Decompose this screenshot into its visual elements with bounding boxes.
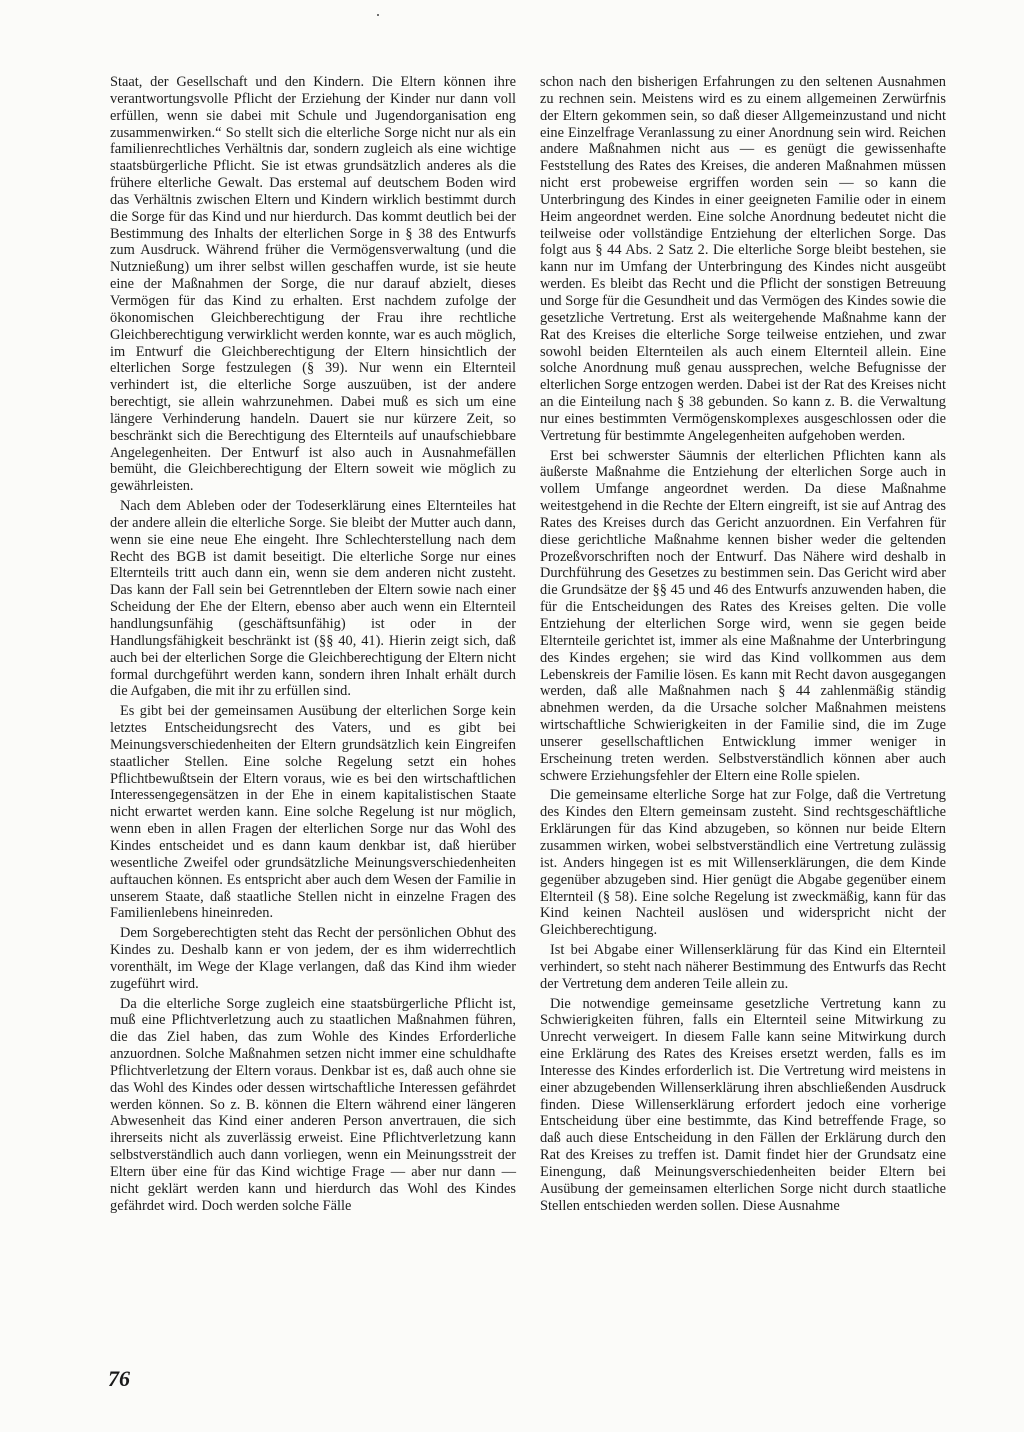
paragraph: Die gemeinsame elterliche Sorge hat zur Folge, daß die Vertretung des Kindes den Eltern gemeinsam zusteht. Sind rechtsgeschäftliche Erklärungen für das Kind abzugeben, so können nur beide Eltern zusammen wirken, wobei selbstverständlich eine Vertretung zulässig ist. Anders hingegen ist es mit Willenserklärungen, die dem Kinde gegenüber abzugeben sind. Hier genügt die Abgabe gegenüber einem Elternteil (§ 58). Eine solche Regelung ist zweckmäßig, kann für das Kind keinen Nachteil auslösen und widerspricht nicht der Gleichberechtigung.	[540, 787, 946, 939]
page-number: 76	[108, 1366, 130, 1391]
paragraph: Nach dem Ableben oder der Todeserklärung eines Elternteiles hat der andere allein die elterliche Sorge. Sie bleibt der Mutter auch dann, wenn sie eine neue Ehe eingeht. Ihre Schlechterstellung nach dem Recht des BGB ist damit beseitigt. Die elterliche Sorge nur eines Elternteils tritt auch dann ein, wenn sie dem anderen nicht zusteht. Das kann der Fall sein bei Getrenntleben der Eltern sowie nach einer Scheidung der Ehe der Eltern, ebenso aber auch wenn ein Elternteil handlungsunfähig (geschäftsunfähig) ist oder in der Handlungsfähigkeit beschränkt ist (§§ 40, 41). Hierin zeigt sich, daß auch bei der elterlichen Sorge die Gleichberechtigung der Eltern nicht formal durchgeführt werden kann, sondern ihren Inhalt erhält durch die Aufgaben, die mit ihr zu erfüllen sind.	[110, 498, 516, 700]
paragraph: Ist bei Abgabe einer Willenserklärung für das Kind ein Elternteil verhindert, so steht nach näherer Bestimmung des Entwurfs das Recht der Vertretung dem anderen Teile allein zu.	[540, 942, 946, 992]
paragraph: Da die elterliche Sorge zugleich eine staatsbürgerliche Pflicht ist, muß eine Pflichtverletzung auch zu staatlichen Maßnahmen führen, die das Ziel haben, das zum Wohle des Kindes Erforderliche anzuordnen. Solche Maßnahmen setzen nicht immer eine schuldhafte Pflichtverletzung der Eltern voraus. Denkbar ist es, daß auch ohne sie das Wohl des Kindes oder dessen wirtschaftliche Interessen gefährdet werden können. So z. B. können die Eltern während einer längeren Abwesenheit das Kind einer anderen Person anvertrauen, die sich ihrerseits nicht als zuverlässig erweist. Eine Pflichtverletzung kann selbstverständlich auch dann vorliegen, wenn ein Meinungsstreit der Eltern über eine für das Kind wichtige Frage — aber nur dann — nicht geklärt werden kann und hierdurch das Wohl des Kindes gefährdet wird. Doch werden solche Fälle	[110, 995, 516, 1214]
paragraph: Dem Sorgeberechtigten steht das Recht der persönlichen Obhut des Kindes zu. Deshalb kann er von jedem, der es ihm widerrechtlich vorenthält, im Wege der Klage verlangen, daß das Kind ihm wieder zugeführt wird.	[110, 925, 516, 992]
left-text-column	[110, 74, 516, 1218]
paragraph: Es gibt bei der gemeinsamen Ausübung der elterlichen Sorge kein letztes Entscheidungsrecht des Vaters, und es gibt bei Meinungsverschiedenheiten der Eltern grundsätzlich kein Eingreifen staatlicher Stellen. Eine solche Regelung setzt ein hohes Pflichtbewußtsein der Eltern voraus, wie es bei den wirtschaftlichen Interessengegensätzen in der Ehe in einem kapitalistischen Staate nicht erwartet werden kann. Eine solche Regelung ist nur möglich, wenn eben in allen Fragen der elterlichen Sorge nur das Wohl des Kindes entscheidet und es dann kaum denkbar ist, daß hierüber wesentliche Zweifel oder grundsätzliche Meinungsverschiedenheiten auftauchen können. Es entspricht aber auch dem Wesen der Familie in unserem Staate, daß staatliche Stellen nicht in einzelne Fragen des Familienlebens hineinreden.	[110, 703, 516, 922]
paragraph: Die notwendige gemeinsame gesetzliche Vertretung kann zu Schwierigkeiten führen, falls ein Elternteil seine Mitwirkung zu Unrecht verweigert. In diesem Falle kann seine Mitwirkung durch eine Erklärung des Rates des Kreises ersetzt werden, falls es im Interesse des Kindes erforderlich ist. Die Vertretung wird meistens in einer abzugebenden Willenserklärung ihren abschließenden Ausdruck finden. Diese Willenserklärung erfordert jedoch eine vorherige Entscheidung über eine bestimmte, das Kind betreffende Frage, so daß auch diese Entscheidung in den Fällen der Erklärung durch den Rat des Kreises zu treffen ist. Damit findet hier der Grundsatz eine Einengung, daß Meinungsverschiedenheiten beider Eltern bei Ausübung der gemeinsamen elterlichen Sorge nicht durch staatliche Stellen entschieden werden sollen. Diese Ausnahme	[540, 995, 946, 1214]
print-speck	[377, 14, 379, 16]
right-text-column	[540, 74, 946, 1218]
paragraph: Staat, der Gesellschaft und den Kindern. Die Eltern können ihre verantwortungsvolle Pflicht der Erziehung der Kinder nur dann voll erfüllen, wenn sie dabei mit Schule und Jugendorganisation eng zusammenwirken.“ So stellt sich die elterliche Sorge nicht nur als ein familienrechtliches Verhältnis dar, sondern zugleich als eine wichtige staatsbürgerliche Pflicht. Sie ist etwas grundsätzlich anderes als die frühere elterliche Gewalt. Das erstemal auf deutschem Boden wird das Verhältnis zwischen Eltern und Kindern wirklich bestimmt durch die Sorge für das Kind und nur hierdurch. Das kommt deutlich bei der Bestimmung des Inhalts der elterlichen Sorge in § 38 des Entwurfs zum Ausdruck. Während früher die Vermögensverwaltung (und die Nutznießung) um ihrer selbst willen geschaffen wurde, ist sie heute eine der Maßnahmen der Sorge, die nur darauf abzielt, dieses Vermögen für das Kind zu erhalten. Erst nachdem zufolge der ökonomischen Gleichberechtigung der Frau ihre rechtliche Gleichberechtigung verwirklicht werden konnte, war es auch möglich, im Entwurf die Gleichberechtigung der Eltern hinsichtlich der elterlichen Sorge festzulegen (§ 39). Nur wenn ein Elternteil verhindert ist, die elterliche Sorge auszuüben, ist der andere berechtigt, sie allein wahrzunehmen. Dabei muß es sich um eine längere Verhinderung handeln. Dauert sie nur kürzere Zeit, so beschränkt sich die Berechtigung des Elternteils auf unaufschiebbare Angelegenheiten. Der Entwurf ist also auch in Ausnahmefällen bemüht, die Gleichberechtigung der Eltern soweit wie möglich zu gewährleisten.	[110, 74, 516, 495]
paragraph: Erst bei schwerster Säumnis der elterlichen Pflichten kann als äußerste Maßnahme die Entziehung der elterlichen Sorge auch in vollem Umfange angeordnet werden. Da diese Maßnahme weitestgehend in die Rechte der Eltern eingreift, ist sie auf Antrag des Rates des Kreises durch das Gericht anzuordnen. Ein Verfahren für diese gerichtliche Maßnahme kennen bisher weder die geltenden Prozeßvorschriften noch der Entwurf. Das Nähere wird deshalb in Durchführung des Gesetzes zu bestimmen sein. Das Gericht wird aber die Grundsätze der §§ 45 und 46 des Entwurfs anzuwenden haben, die für die Entscheidungen des Rates des Kreises gelten. Die volle Entziehung der elterlichen Sorge wird, wenn sie gegen beide Elternteile gerichtet ist, immer als eine Maßnahme der Unterbringung des Kindes ergehen; sie wird das Kind vollkommen aus dem Lebenskreis der Familie lösen. Es kann mit Recht davon ausgegangen werden, daß alle Maßnahmen nach § 44 zahlenmäßig ständig abnehmen werden, da die Ursache solcher Maßnahmen meistens wirtschaftliche Schwierigkeiten in der Familie sind, die im Zuge unserer gesellschaftlichen Entwicklung immer weniger in Erscheinung treten werden. Selbstverständlich können aber auch schwere Erziehungsfehler der Eltern eine Rolle spielen.	[540, 447, 946, 784]
paragraph: schon nach den bisherigen Erfahrungen zu den seltenen Ausnahmen zu rechnen sein. Meistens wird es zu einem allgemeinen Zerwürfnis der Eltern gekommen sein, so daß dieser Allgemeinzustand und nicht eine Einzelfrage Veranlassung zu einer Anordnung sein wird. Reichen andere Maßnahmen nicht aus — es genügt die gewissenhafte Feststellung des Rates des Kreises, die anderen Maßnahmen müssen nicht erst probeweise ergriffen worden sein — so kann die Unterbringung des Kindes in einer geeigneten Familie oder in einem Heim angeordnet werden. Eine solche Anordnung bedeutet nicht die teilweise oder vollständige Entziehung der elterlichen Sorge. Das folgt aus § 44 Abs. 2 Satz 2. Die elterliche Sorge bleibt bestehen, sie kann nur im Umfang der Unterbringung des Kindes nicht ausgeübt werden. Es bleibt das Recht und die Pflicht der sonstigen Betreuung und Sorge für die Gesundheit und das Vermögen des Kindes sowie die gesetzliche Vertretung. Erst als weitergehende Maßnahme kann der Rat des Kreises die elterliche Sorge teilweise entziehen, und zwar sowohl beiden Elternteilen als auch einem Elternteil allein. Eine solche Anordnung muß genau aussprechen, welche Befugnisse der elterlichen Sorge entzogen werden. Dabei ist der Rat des Kreises nicht an die Einteilung nach § 38 gebunden. So kann z. B. die Verwaltung nur eines bestimmten Vermögenskomplexes ausgeschlossen oder die Vertretung für bestimmte Angelegenheiten aufgehoben werden.	[540, 74, 946, 444]
